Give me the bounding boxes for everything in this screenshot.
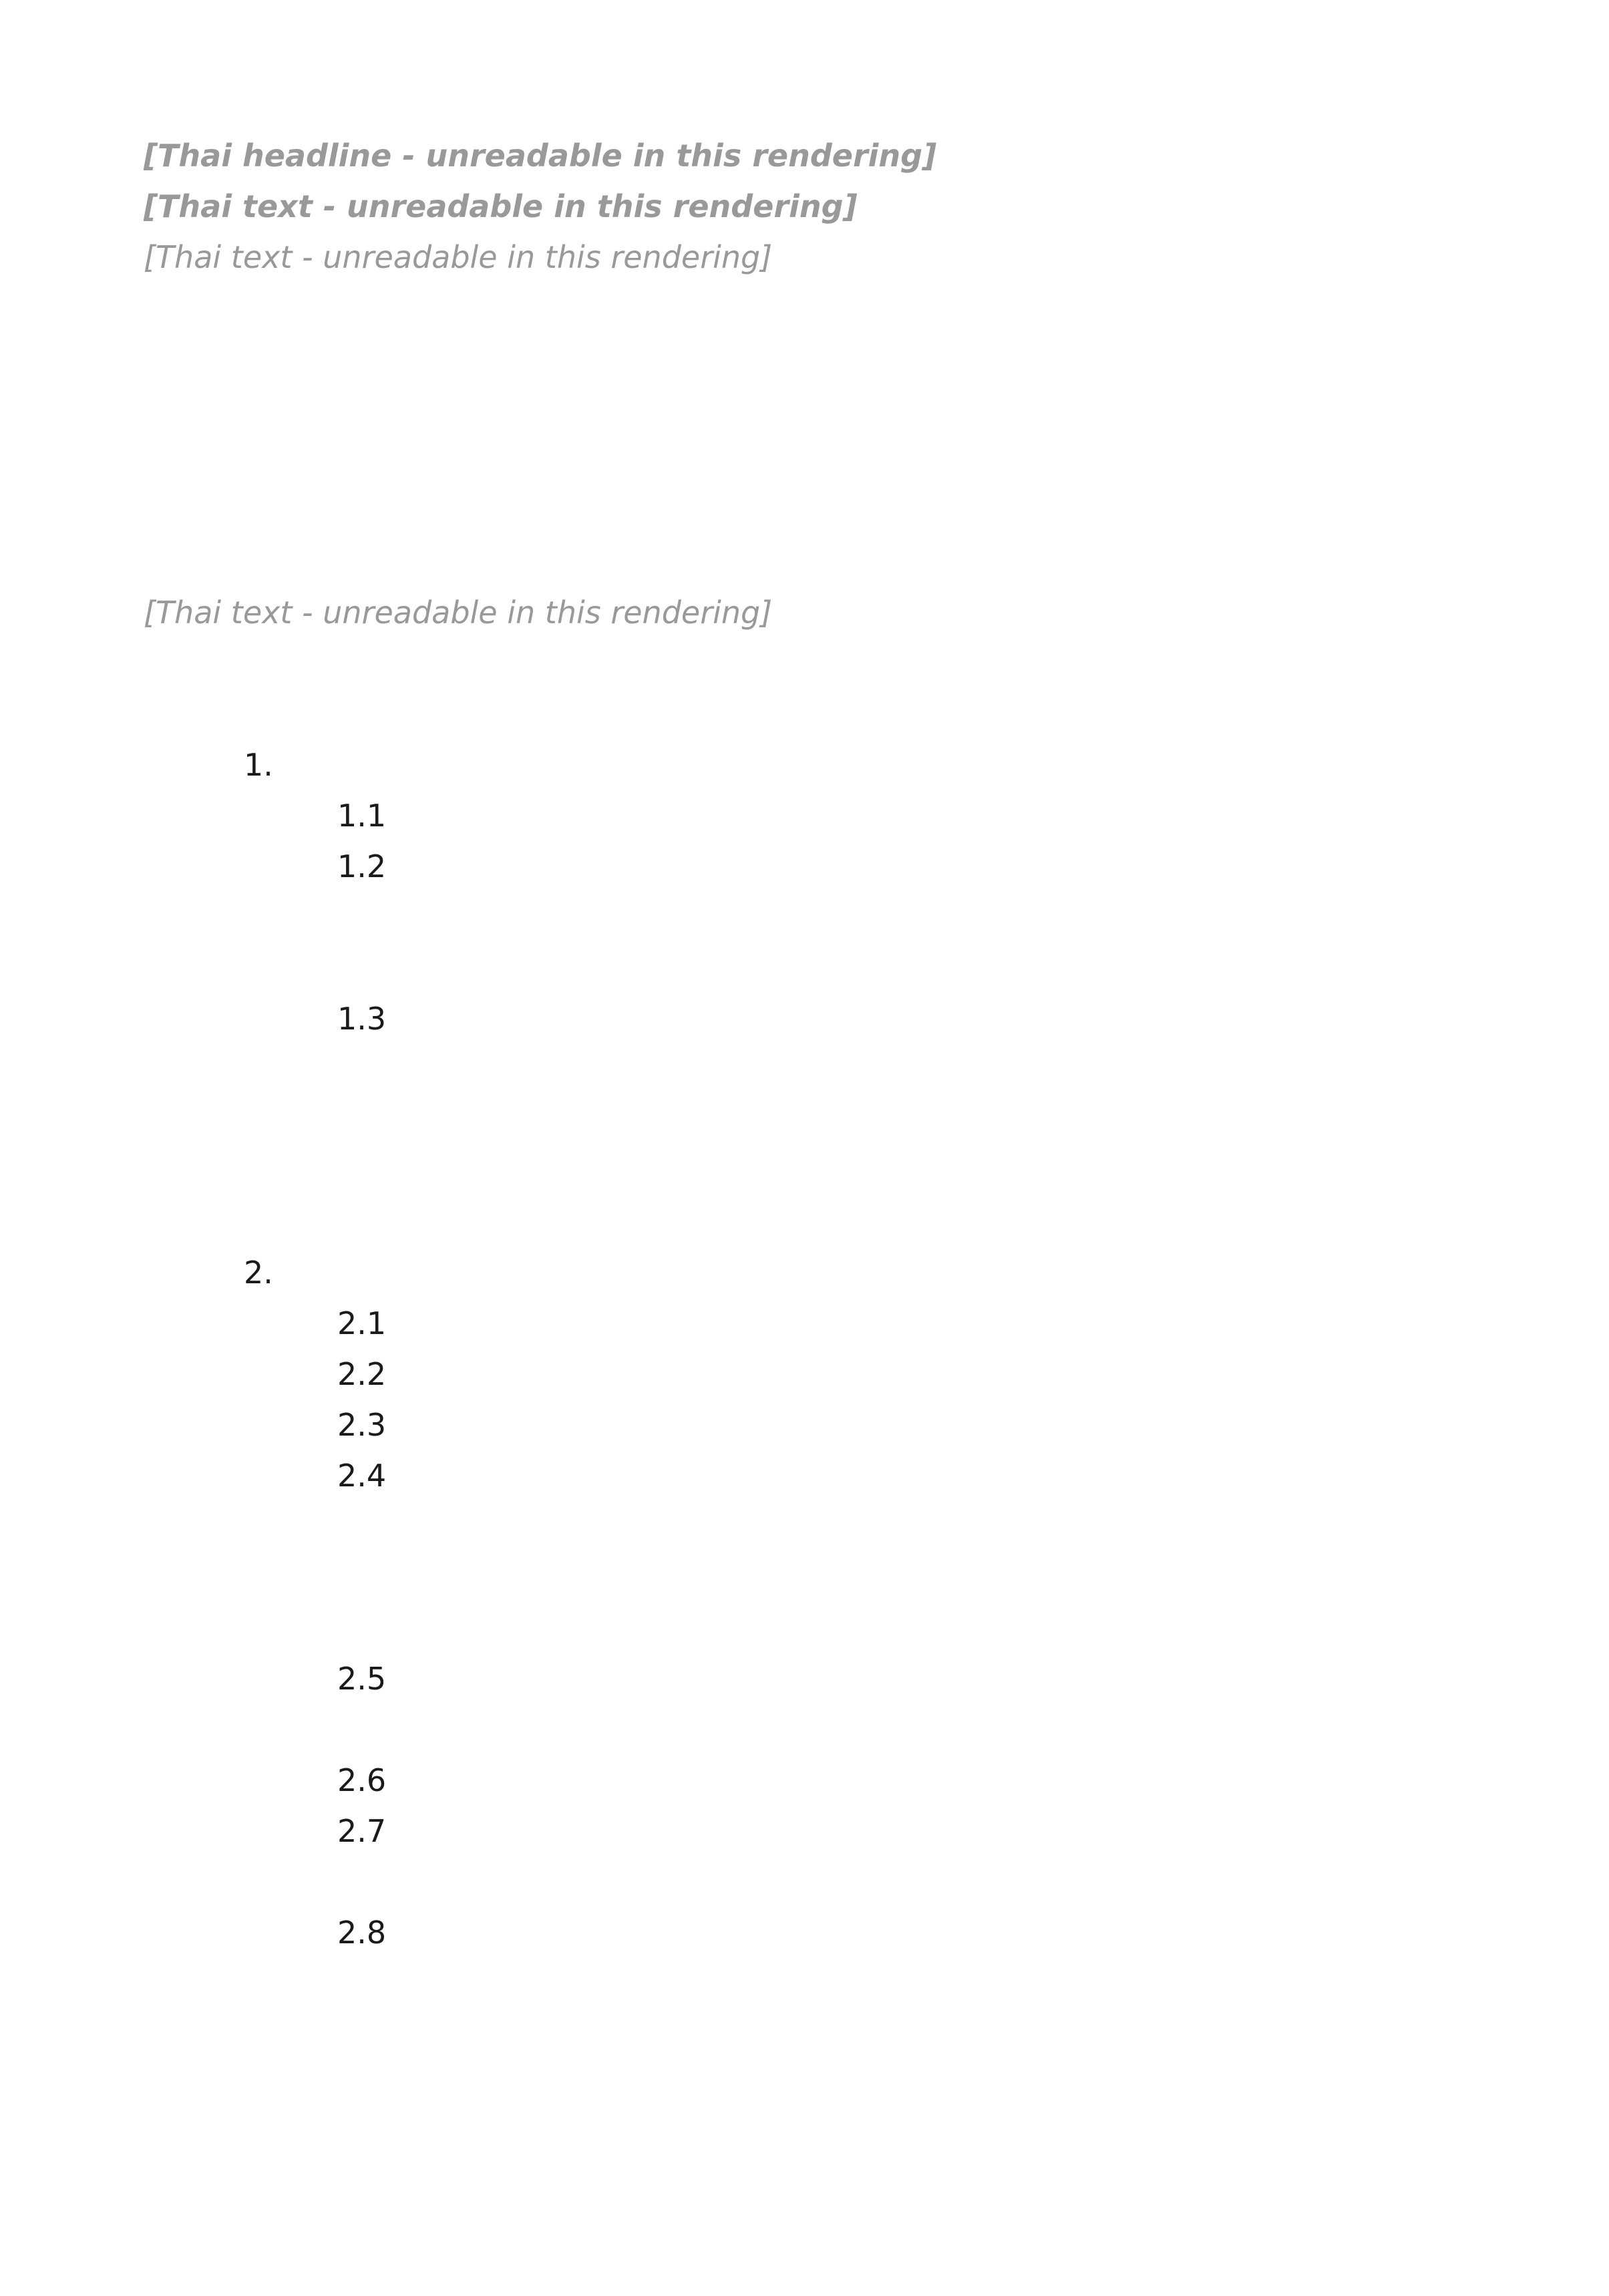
paragraph-announcement: [Thai text - unreadable in this rendering]	[144, 595, 773, 631]
item-2-4-cont	[144, 1501, 1469, 1552]
item-number: 2.6	[337, 1762, 387, 1798]
item-number: 2.8	[337, 1915, 387, 1951]
item-2-1	[144, 1298, 1469, 1349]
item-2-8-cont	[144, 1958, 1469, 2009]
section-1-heading	[144, 740, 1469, 790]
item-2-7-cont	[144, 1856, 1469, 1907]
headline: [Thai headline - unreadable in this rendering]	[144, 138, 937, 174]
document-page	[144, 130, 1469, 2009]
item-2-6	[144, 1755, 1469, 1806]
paragraph-intro-cont	[144, 384, 1469, 435]
section-2-heading	[144, 1247, 1469, 1298]
item-2-3	[144, 1400, 1469, 1450]
item-2-7	[144, 1806, 1469, 1856]
item-2-4-cont	[144, 1552, 1469, 1603]
item-number: 1.3	[337, 1001, 387, 1037]
paragraph-announcement-cont	[144, 638, 1469, 689]
item-2-4	[144, 1450, 1469, 1501]
item-2-5-cont	[144, 1704, 1469, 1755]
item-number: 2.3	[337, 1407, 387, 1443]
item-1-3	[144, 993, 1469, 1044]
paragraph-announcement-cont	[144, 689, 1469, 740]
paragraph-intro-cont	[144, 333, 1469, 384]
education-paragraph-cont	[144, 1146, 1469, 1196]
section-number: 1.	[244, 747, 273, 783]
headline-line-2: [Thai text - unreadable in this rendering]	[144, 188, 858, 224]
item-number: 2.7	[337, 1813, 387, 1849]
item-1-1	[144, 790, 1469, 841]
item-2-8	[144, 1907, 1469, 1958]
item-number: 2.2	[337, 1356, 387, 1392]
item-number: 2.1	[337, 1305, 387, 1341]
paragraph-intro: [Thai text - unreadable in this rendering]	[144, 239, 773, 275]
education-paragraph	[144, 1095, 1469, 1146]
item-2-4-cont	[144, 1603, 1469, 1653]
item-1-2-cont	[144, 943, 1469, 993]
item-2-5	[144, 1653, 1469, 1704]
paragraph-intro-cont	[144, 486, 1469, 536]
paragraph-intro-cont	[144, 536, 1469, 587]
item-number: 1.1	[337, 798, 387, 834]
education-paragraph-cont	[144, 1196, 1469, 1247]
item-1-2	[144, 841, 1469, 892]
section-number: 2.	[244, 1255, 273, 1291]
item-2-2	[144, 1349, 1469, 1400]
item-number: 2.5	[337, 1661, 387, 1697]
paragraph-intro-cont	[144, 283, 1469, 333]
item-1-2-cont	[144, 892, 1469, 943]
item-1-3-cont	[144, 1044, 1469, 1095]
item-number: 1.2	[337, 848, 387, 884]
item-number: 2.4	[337, 1458, 387, 1494]
paragraph-intro-cont	[144, 435, 1469, 486]
